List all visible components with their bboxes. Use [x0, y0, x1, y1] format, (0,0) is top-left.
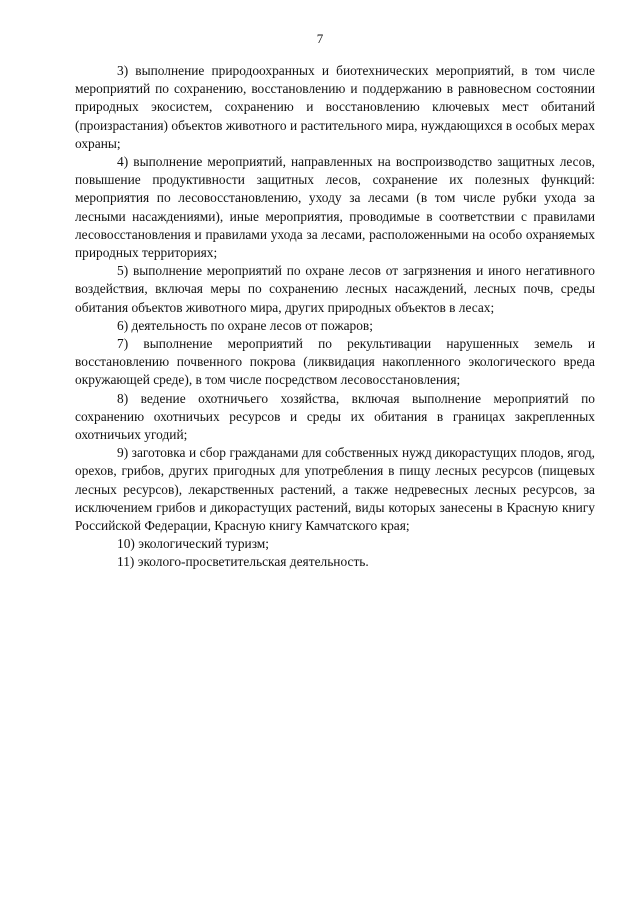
page-number: 7 — [316, 31, 324, 46]
list-item-8: 8) ведение охотничьего хозяйства, включая выполнение мероприятий по сохранению охотничьих ресурсов и среды их обитания в границах закрепленных охотничьих угодий; — [75, 390, 595, 443]
list-item-4: 4) выполнение мероприятий, направленных на воспроизводство защитных лесов, повышение продуктивности защитных лесов, сохранение их полезных функций: мероприятия по лесовосстановлению, уходу за лесами (в том числе рубки ухода за лесными насаждениями), иные мероприятия, проводимые в соответствии с правилами лесовосстановления и правилами ухода за лесами, расположенными на особо охраняемых природных территориях; — [75, 154, 595, 261]
document-body — [75, 62, 595, 572]
list-item-11: 11) эколого-просветительская деятельность. — [117, 554, 369, 570]
list-item-7: 7) выполнение мероприятий по рекультивации нарушенных земель и восстановлению почвенного покрова (ликвидация накопленного экологического вреда окружающей среде), в том числе посредством лесовосстановления; — [75, 336, 595, 388]
list-item-9: 9) заготовка и сбор гражданами для собственных нужд дикорастущих плодов, ягод, орехов, грибов, других пригодных для употребления в пищу лесных ресурсов (пищевых лесных ресурсов), лекарственных растений, а также недревесных лесных ресурсов, за исключением грибов и дикорастущих растений, виды которых занесены в Красную книгу Российской Федерации, Красную книгу Камчатского края; — [75, 445, 595, 534]
list-item-3: 3) выполнение природоохранных и биотехнических мероприятий, в том числе мероприятий по сохранению, восстановлению и поддержанию в равновесном состоянии природных экосистем, сохранению и восстановлению ключевых мест обитаний (произрастания) объектов животного и растительного мира, нуждающихся в особых мерах охраны; — [75, 63, 595, 151]
list-item-5: 5) выполнение мероприятий по охране лесов от загрязнения и иного негативного воздействия, включая меры по сохранению лесных насаждений, лесных почв, среды обитания объектов животного мира, других природных объектов в лесах; — [75, 263, 595, 315]
list-item-10: 10) экологический туризм; — [117, 536, 269, 552]
list-item-6: 6) деятельность по охране лесов от пожаров; — [117, 317, 373, 333]
